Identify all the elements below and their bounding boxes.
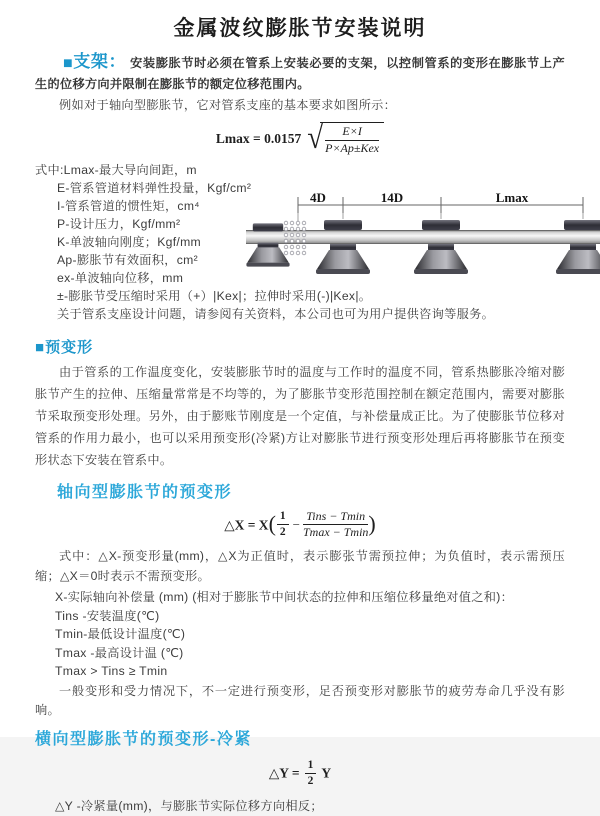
temperature-denominator: Tmax − Tmin xyxy=(302,525,369,540)
pipe-support-guide-3 xyxy=(556,220,600,274)
lmax-formula xyxy=(35,122,565,156)
section-bullet-icon: ■ xyxy=(35,338,46,356)
pipe-support-guide-1 xyxy=(316,220,370,274)
axial-note-paragraph: 式中：△X-预变形量(mm)，△X为正值时，表示膨张节需预拉伸；为负值时，表示需预压缩；△X＝0时表示不需预变形。 xyxy=(35,549,565,584)
dim-label-4d: 4D xyxy=(310,190,326,205)
bracket-intro-text: 安装膨胀节时必须在管系上安装必要的支架，以控制管系的变形在膨胀节上产生的位移方向并限制在膨胀节的额定位移范围内。 xyxy=(35,56,565,91)
dim-label-14d: 14D xyxy=(380,190,404,205)
half-numerator: 1 xyxy=(305,759,317,774)
dim-label-lmax: Lmax xyxy=(495,190,529,205)
definition-line: Tins -安装温度(℃) xyxy=(55,608,160,623)
bracket-heading: 支架： xyxy=(73,52,127,71)
lateral-note-paragraph: △Y -冷紧量(mm)，与膨胀节实际位移方向相反； xyxy=(55,799,323,814)
axial-formula-lhs: △X = X xyxy=(224,516,269,532)
sqrt-icon: √ xyxy=(307,120,324,157)
pipe-support-anchor xyxy=(246,223,289,266)
lateral-formula-rhs: Y xyxy=(321,765,332,781)
definition-line: I-管系管道的惯性矩，cm⁴ xyxy=(57,198,200,213)
definition-line: X-实际轴向补偿量 (mm) (相对于膨胀节中间状态的拉伸和压缩位移量绝对值之和)： xyxy=(55,590,514,605)
definition-line: ±-膨胀节受压缩时采用（+）|Kex|；拉伸时采用(-)|Kex|。 xyxy=(57,288,372,303)
lateral-subheading: 横向型膨胀节的预变形-冷紧 xyxy=(35,730,252,748)
axial-definition-list xyxy=(35,588,565,681)
document-content xyxy=(0,51,600,816)
pipe-support-diagram-svg xyxy=(246,190,600,290)
axial-formula xyxy=(35,510,565,541)
one-half-fraction xyxy=(305,759,317,788)
definition-line: Ap-膨胀节有效面积，cm² xyxy=(57,252,198,267)
half-denominator: 2 xyxy=(279,526,286,539)
one-half-fraction xyxy=(277,510,289,539)
axial-footer-paragraph: 一般变形和受力情况下，不一定进行预变形，足否预变形对膨胀节的疲劳寿命几乎没有影响。 xyxy=(35,683,565,717)
lmax-formula-lhs: Lmax = 0.0157 xyxy=(215,130,302,146)
definition-line: 关于管系支座设计问题，请参阅有关资料，本公司也可为用户提供咨询等服务。 xyxy=(57,306,495,321)
definition-line: 式中:Lmax-最大导向间距，m xyxy=(35,162,197,177)
left-paren: ( xyxy=(268,510,276,536)
temperature-numerator: Tins − Tmin xyxy=(303,510,368,526)
lmax-fraction-numerator: E×I xyxy=(325,125,379,141)
definition-line: K-单波轴向刚度；Kgf/mm xyxy=(57,234,201,249)
bracket-example-paragraph: 例如对于轴向型膨胀节，它对管系支座的基本要求如图所示： xyxy=(59,98,397,112)
definition-line: P-设计压力，Kgf/mm² xyxy=(57,216,181,231)
definition-line: ex-单波轴向位移，mm xyxy=(57,270,184,285)
half-denominator: 2 xyxy=(307,774,314,787)
definition-line: Tmax -最高设计温 (℃) xyxy=(55,645,184,660)
axial-subheading: 轴向型膨胀节的预变形 xyxy=(57,483,233,501)
temperature-fraction xyxy=(303,510,368,541)
lmax-fraction-denominator: P×Ap±Kex xyxy=(325,140,380,155)
definition-line: Tmax > Tins ≥ Tmin xyxy=(55,664,168,679)
predeform-body-paragraph: 由于管系的工作温度变化，安装膨胀节时的温度与工作时的温度不同，管系热膨胀冷缩对膨胀节产生的拉伸、压缩量常常是不均等的，为了膨胀节变形范围控制在额定范围内，需要对膨胀节采取预变形处理。另外，由于膨账节刚度是一个定值，与补偿量成正比。为了使膨胀节位移对管系的作用力最小，也可以采用预变形(冷紧)方让对膨胀节进行预变形处理后再将膨胀节在预变形状态下安装在管系中。 xyxy=(35,364,565,467)
lateral-formula xyxy=(35,759,565,788)
half-numerator: 1 xyxy=(277,510,289,525)
sqrt-body xyxy=(320,122,384,156)
lateral-formula-lhs: △Y = xyxy=(268,765,300,781)
minus-sign: − xyxy=(292,516,300,532)
bracket-intro-paragraph xyxy=(35,51,565,95)
right-paren: ) xyxy=(368,510,376,536)
lmax-fraction xyxy=(325,125,379,156)
pipe-support-diagram xyxy=(246,190,600,290)
definition-line: Tmin-最低设计温度(℃) xyxy=(55,627,186,642)
page-title: 金属波纹膨胀节安装说明 xyxy=(173,17,427,40)
predeform-heading-text: 预变形 xyxy=(45,338,94,356)
definition-line: E-管系管道材料弹性投量，Kgf/cm² xyxy=(57,180,252,195)
section-bullet-icon: ■ xyxy=(63,55,74,72)
pipe-support-guide-2 xyxy=(414,220,468,274)
predeform-heading xyxy=(35,336,565,357)
